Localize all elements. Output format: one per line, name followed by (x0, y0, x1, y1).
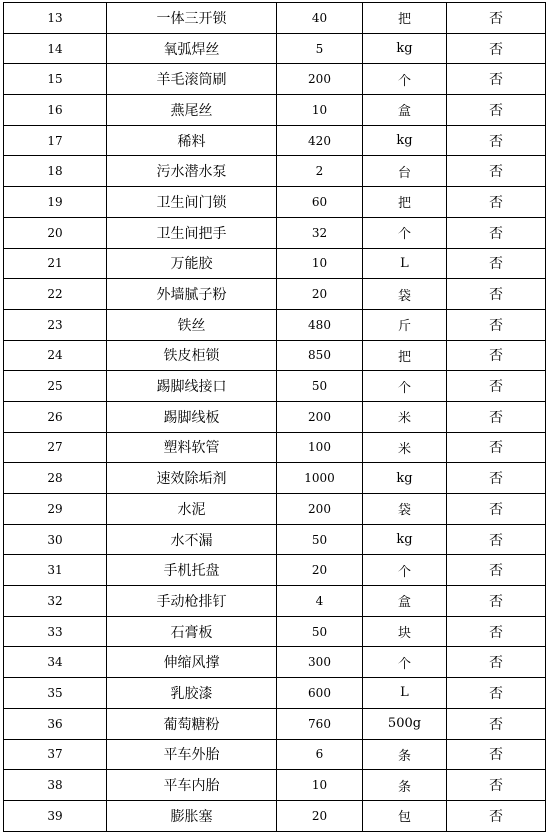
quantity-cell: 50 (277, 616, 363, 647)
flag-cell: 否 (447, 217, 546, 248)
unit-cell: 盒 (363, 586, 447, 617)
row-number-cell: 14 (4, 33, 107, 64)
quantity-cell: 50 (277, 524, 363, 555)
row-number-cell: 24 (4, 340, 107, 371)
item-name-cell: 平车外胎 (107, 739, 277, 770)
quantity-cell: 10 (277, 95, 363, 126)
unit-cell: kg (363, 524, 447, 555)
quantity-cell: 200 (277, 494, 363, 525)
item-name-cell: 平车内胎 (107, 770, 277, 801)
unit-cell: 米 (363, 432, 447, 463)
item-name-cell: 铁丝 (107, 309, 277, 340)
quantity-cell: 100 (277, 432, 363, 463)
row-number-cell: 17 (4, 125, 107, 156)
quantity-cell: 420 (277, 125, 363, 156)
quantity-cell: 20 (277, 800, 363, 831)
row-number-cell: 28 (4, 463, 107, 494)
unit-cell: kg (363, 33, 447, 64)
materials-table (3, 2, 546, 832)
item-name-cell: 膨胀塞 (107, 800, 277, 831)
unit-cell: 个 (363, 555, 447, 586)
unit-cell: L (363, 248, 447, 279)
flag-cell: 否 (447, 739, 546, 770)
row-number-cell: 37 (4, 739, 107, 770)
item-name-cell: 稀料 (107, 125, 277, 156)
row-number-cell: 38 (4, 770, 107, 801)
quantity-cell: 200 (277, 401, 363, 432)
flag-cell: 否 (447, 678, 546, 709)
quantity-cell: 850 (277, 340, 363, 371)
item-name-cell: 葡萄糖粉 (107, 708, 277, 739)
quantity-cell: 10 (277, 770, 363, 801)
table-row (4, 279, 546, 310)
item-name-cell: 一体三开锁 (107, 3, 277, 34)
unit-cell: 袋 (363, 494, 447, 525)
flag-cell: 否 (447, 770, 546, 801)
table-row (4, 555, 546, 586)
row-number-cell: 26 (4, 401, 107, 432)
flag-cell: 否 (447, 800, 546, 831)
item-name-cell: 卫生间门锁 (107, 187, 277, 218)
table-row (4, 678, 546, 709)
unit-cell: 把 (363, 340, 447, 371)
item-name-cell: 塑料软管 (107, 432, 277, 463)
flag-cell: 否 (447, 432, 546, 463)
flag-cell: 否 (447, 371, 546, 402)
quantity-cell: 50 (277, 371, 363, 402)
table-row (4, 647, 546, 678)
row-number-cell: 27 (4, 432, 107, 463)
flag-cell: 否 (447, 340, 546, 371)
row-number-cell: 33 (4, 616, 107, 647)
item-name-cell: 万能胶 (107, 248, 277, 279)
item-name-cell: 氧弧焊丝 (107, 33, 277, 64)
item-name-cell: 踢脚线板 (107, 401, 277, 432)
row-number-cell: 25 (4, 371, 107, 402)
row-number-cell: 35 (4, 678, 107, 709)
unit-cell: kg (363, 463, 447, 494)
flag-cell: 否 (447, 616, 546, 647)
table-row (4, 187, 546, 218)
item-name-cell: 卫生间把手 (107, 217, 277, 248)
table-row (4, 800, 546, 831)
item-name-cell: 石膏板 (107, 616, 277, 647)
flag-cell: 否 (447, 95, 546, 126)
flag-cell: 否 (447, 586, 546, 617)
row-number-cell: 32 (4, 586, 107, 617)
item-name-cell: 乳胶漆 (107, 678, 277, 709)
item-name-cell: 铁皮柜锁 (107, 340, 277, 371)
table-row (4, 739, 546, 770)
row-number-cell: 23 (4, 309, 107, 340)
quantity-cell: 300 (277, 647, 363, 678)
flag-cell: 否 (447, 309, 546, 340)
flag-cell: 否 (447, 125, 546, 156)
item-name-cell: 羊毛滚筒刷 (107, 64, 277, 95)
flag-cell: 否 (447, 524, 546, 555)
quantity-cell: 2 (277, 156, 363, 187)
table-row (4, 371, 546, 402)
quantity-cell: 760 (277, 708, 363, 739)
flag-cell: 否 (447, 401, 546, 432)
quantity-cell: 20 (277, 279, 363, 310)
item-name-cell: 伸缩风撑 (107, 647, 277, 678)
item-name-cell: 踢脚线接口 (107, 371, 277, 402)
table-row (4, 64, 546, 95)
flag-cell: 否 (447, 647, 546, 678)
flag-cell: 否 (447, 3, 546, 34)
quantity-cell: 40 (277, 3, 363, 34)
table-row (4, 33, 546, 64)
flag-cell: 否 (447, 463, 546, 494)
flag-cell: 否 (447, 156, 546, 187)
item-name-cell: 速效除垢剂 (107, 463, 277, 494)
row-number-cell: 39 (4, 800, 107, 831)
quantity-cell: 600 (277, 678, 363, 709)
quantity-cell: 480 (277, 309, 363, 340)
row-number-cell: 15 (4, 64, 107, 95)
item-name-cell: 燕尾丝 (107, 95, 277, 126)
table-row (4, 156, 546, 187)
unit-cell: 个 (363, 64, 447, 95)
unit-cell: 个 (363, 217, 447, 248)
table-row (4, 770, 546, 801)
unit-cell: 台 (363, 156, 447, 187)
table-row (4, 463, 546, 494)
table-row (4, 3, 546, 34)
row-number-cell: 16 (4, 95, 107, 126)
quantity-cell: 20 (277, 555, 363, 586)
table-row (4, 340, 546, 371)
table-row (4, 248, 546, 279)
unit-cell: kg (363, 125, 447, 156)
table-row (4, 217, 546, 248)
row-number-cell: 18 (4, 156, 107, 187)
item-name-cell: 手机托盘 (107, 555, 277, 586)
row-number-cell: 22 (4, 279, 107, 310)
table-row (4, 401, 546, 432)
unit-cell: 斤 (363, 309, 447, 340)
unit-cell: 500g (363, 708, 447, 739)
unit-cell: 袋 (363, 279, 447, 310)
table-row (4, 432, 546, 463)
table-row (4, 309, 546, 340)
row-number-cell: 29 (4, 494, 107, 525)
row-number-cell: 19 (4, 187, 107, 218)
row-number-cell: 21 (4, 248, 107, 279)
flag-cell: 否 (447, 708, 546, 739)
unit-cell: 米 (363, 401, 447, 432)
item-name-cell: 水泥 (107, 494, 277, 525)
item-name-cell: 外墙腻子粉 (107, 279, 277, 310)
row-number-cell: 30 (4, 524, 107, 555)
unit-cell: 条 (363, 739, 447, 770)
unit-cell: 包 (363, 800, 447, 831)
flag-cell: 否 (447, 555, 546, 586)
table-row (4, 524, 546, 555)
table-row (4, 616, 546, 647)
unit-cell: 条 (363, 770, 447, 801)
quantity-cell: 1000 (277, 463, 363, 494)
row-number-cell: 13 (4, 3, 107, 34)
unit-cell: 块 (363, 616, 447, 647)
flag-cell: 否 (447, 494, 546, 525)
unit-cell: 个 (363, 371, 447, 402)
row-number-cell: 20 (4, 217, 107, 248)
item-name-cell: 手动枪排钉 (107, 586, 277, 617)
unit-cell: 把 (363, 3, 447, 34)
row-number-cell: 34 (4, 647, 107, 678)
table-row (4, 95, 546, 126)
quantity-cell: 5 (277, 33, 363, 64)
quantity-cell: 10 (277, 248, 363, 279)
table-row (4, 708, 546, 739)
unit-cell: 盒 (363, 95, 447, 126)
flag-cell: 否 (447, 279, 546, 310)
unit-cell: L (363, 678, 447, 709)
flag-cell: 否 (447, 248, 546, 279)
quantity-cell: 200 (277, 64, 363, 95)
table-row (4, 586, 546, 617)
flag-cell: 否 (447, 187, 546, 218)
item-name-cell: 污水潜水泵 (107, 156, 277, 187)
row-number-cell: 36 (4, 708, 107, 739)
table-row (4, 494, 546, 525)
quantity-cell: 6 (277, 739, 363, 770)
table-row (4, 125, 546, 156)
flag-cell: 否 (447, 64, 546, 95)
quantity-cell: 4 (277, 586, 363, 617)
unit-cell: 把 (363, 187, 447, 218)
item-name-cell: 水不漏 (107, 524, 277, 555)
quantity-cell: 60 (277, 187, 363, 218)
unit-cell: 个 (363, 647, 447, 678)
row-number-cell: 31 (4, 555, 107, 586)
materials-table-body (4, 3, 546, 832)
flag-cell: 否 (447, 33, 546, 64)
quantity-cell: 32 (277, 217, 363, 248)
